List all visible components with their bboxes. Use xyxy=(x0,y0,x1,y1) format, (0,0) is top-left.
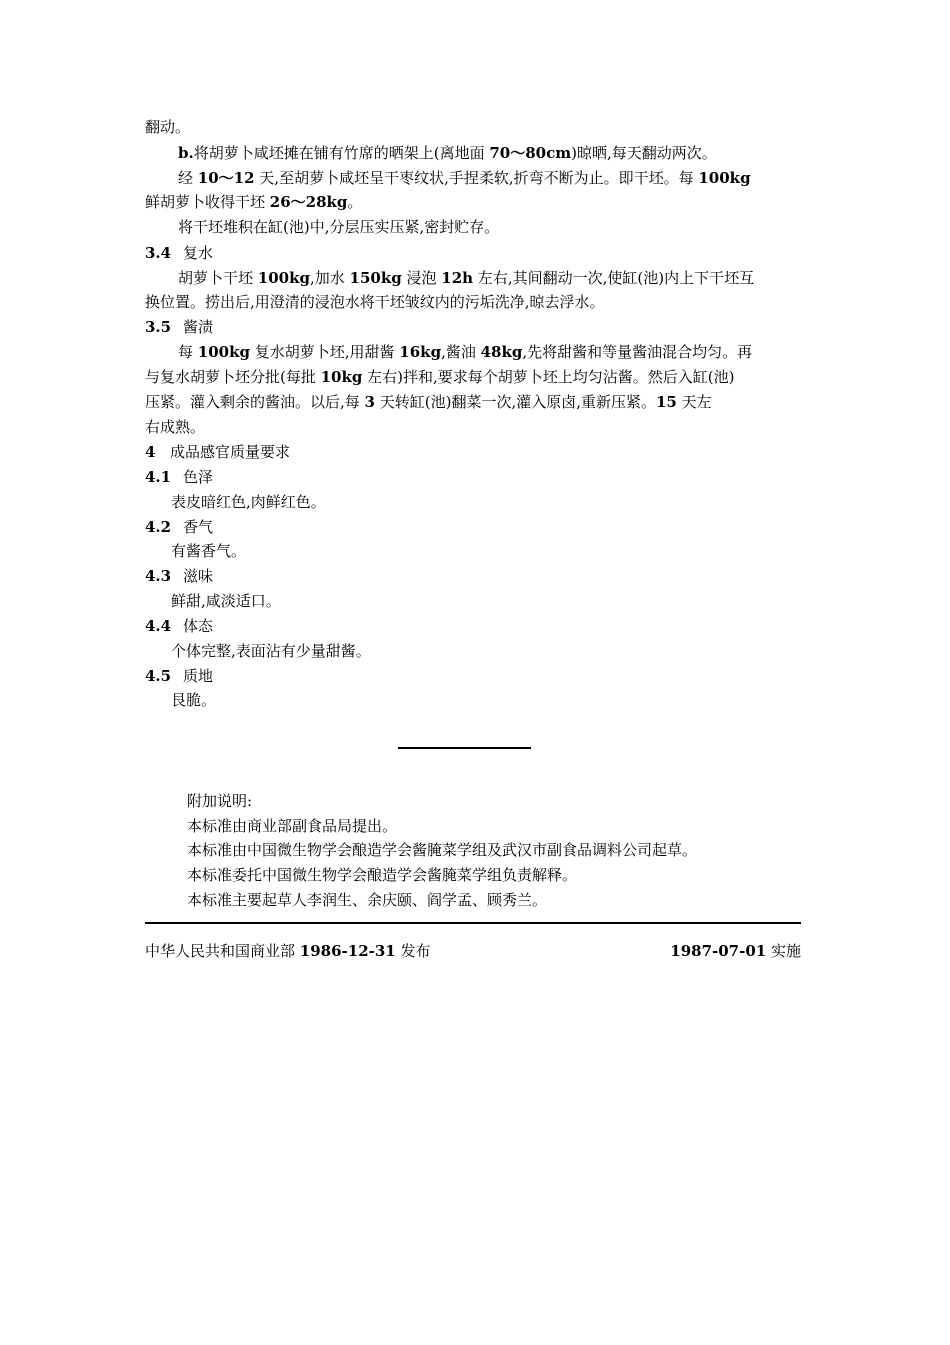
paragraph-rehydrate-line2: 换位置。捞出后,用澄清的浸泡水将干坯皱纹内的污垢洗净,晾去浮水。 xyxy=(145,293,605,311)
section-text-4-1: 表皮暗红色,肉鲜红色。 xyxy=(171,493,326,511)
notes-title: 附加说明: xyxy=(187,792,253,810)
section-text-4-4: 个体完整,表面沾有少量甜酱。 xyxy=(171,642,371,660)
paragraph-storage: 将干坯堆积在缸(池)中,分层压实压紧,密封贮存。 xyxy=(178,218,500,236)
end-divider xyxy=(398,747,531,749)
paragraph-sauce-line1: 每 100kg 复水胡萝卜坯,用甜酱 16kg,酱油 48kg,先将甜酱和等量酱油混合均匀。再 xyxy=(178,343,753,361)
section-heading-4-5: 4.5 质地 xyxy=(145,667,214,685)
section-heading-4-1: 4.1 色泽 xyxy=(145,468,214,486)
paragraph-sauce-line4: 右成熟。 xyxy=(145,418,206,436)
section-text-4-3: 鲜甜,咸淡适口。 xyxy=(171,592,281,610)
section-heading-3-5: 3.5 酱渍 xyxy=(145,318,214,336)
note-line: 本标准由中国微生物学会酿造学会酱腌菜学组及武汉市副食品调料公司起草。 xyxy=(187,841,698,859)
note-line: 本标准主要起草人李润生、余庆颐、阎学孟、顾秀兰。 xyxy=(187,891,548,909)
paragraph-drying: b.将胡萝卜咸坯摊在铺有竹席的晒架上(离地面 70～80cm)晾晒,每天翻动两次。 xyxy=(178,144,717,162)
section-heading-3-4: 3.4 复水 xyxy=(145,244,214,262)
paragraph-dry-blank-line1: 经 10～12 天,至胡萝卜咸坯呈干枣纹状,手捏柔软,折弯不断为止。即干坯。每 100kg xyxy=(178,169,751,187)
paragraph-rehydrate-line1: 胡萝卜干坯 100kg,加水 150kg 浸泡 12h 左右,其间翻动一次,使缸(池)内上下干坯互 xyxy=(178,269,755,287)
note-line: 本标准委托中国微生物学会酿造学会酱腌菜学组负责解释。 xyxy=(187,866,578,884)
section-text-4-5: 艮脆。 xyxy=(171,691,217,709)
note-line: 本标准由商业部副食品局提出。 xyxy=(187,817,398,835)
paragraph-sauce-line3: 压紧。灌入剩余的酱油。以后,每 3 天转缸(池)翻菜一次,灌入原卤,重新压紧。15 天左 xyxy=(145,393,712,411)
section-heading-4-3: 4.3 滋味 xyxy=(145,567,214,585)
paragraph-dry-blank-line2: 鲜胡萝卜收得干坯 26～28kg。 xyxy=(145,193,363,211)
issue-statement: 中华人民共和国商业部 1986-12-31 发布 xyxy=(145,942,431,960)
paragraph-turn: 翻动。 xyxy=(145,118,191,136)
paragraph-sauce-line2: 与复水胡萝卜坯分批(每批 10kg 左右)拌和,要求每个胡萝卜坯上均匀沾酱。然后入缸(池) xyxy=(145,368,735,386)
effective-statement: 1987-07-01 实施 xyxy=(670,942,801,960)
section-text-4-2: 有酱香气。 xyxy=(171,542,247,560)
footer-rule xyxy=(145,922,801,924)
section-heading-4-4: 4.4 体态 xyxy=(145,617,214,635)
section-heading-4: 4 成品感官质量要求 xyxy=(145,443,291,461)
section-heading-4-2: 4.2 香气 xyxy=(145,518,214,536)
